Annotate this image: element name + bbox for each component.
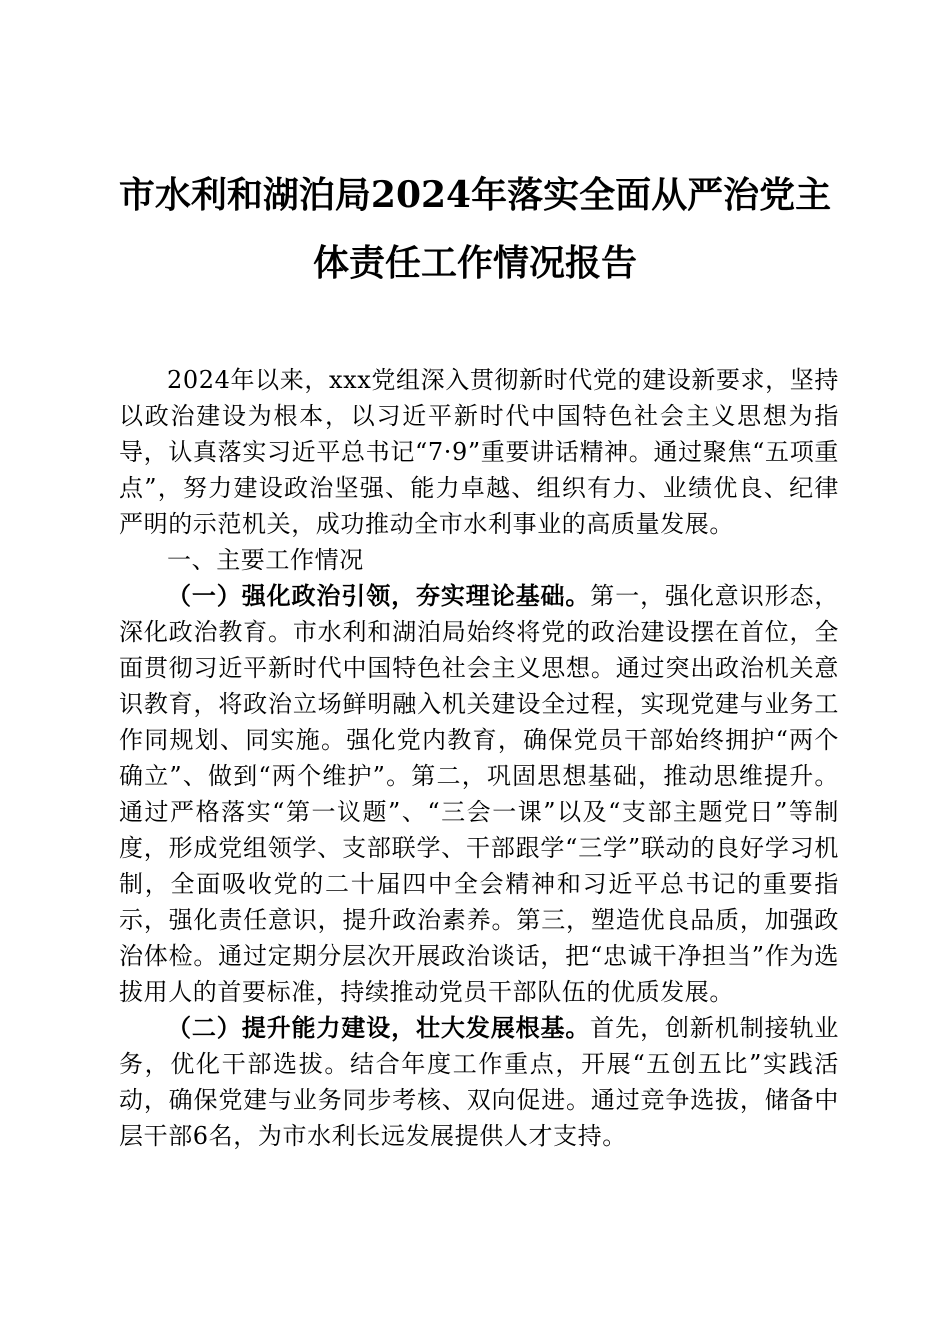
- document-body: [119, 362, 839, 1154]
- item-1-lead: （一）强化政治引领，夯实理论基础。: [167, 581, 591, 610]
- item-2-paragraph: [119, 1010, 839, 1154]
- intro-paragraph: 2024年以来，xxx党组深入贯彻新时代党的建设新要求，坚持以政治建设为根本，以习近平新时代中国特色社会主义思想为指导，认真落实习近平总书记“7·9”重要讲话精神。通过聚焦“五项重点”，努力建设政治坚强、能力卓越、组织有力、业绩优良、纪律严明的示范机关，成功推动全市水利事业的高质量发展。: [119, 366, 839, 538]
- item-2-body: 首先，创新机制接轨业务，优化干部选拔。结合年度工作重点，开展“五创五比”实践活动，确保党建与业务同步考核、双向促进。通过竞争选拔，储备中层干部6名，为市水利长远发展提供人才支持。: [119, 1014, 839, 1150]
- item-2-lead: （二）提升能力建设，壮大发展根基。: [167, 1013, 591, 1042]
- item-1-paragraph: [119, 578, 839, 1010]
- section-heading-main-work: 一、主要工作情况: [167, 546, 364, 574]
- document-title-line-2: 体责任工作情况报告: [312, 242, 637, 284]
- item-1-body: 第一，强化意识形态，深化政治教育。市水利和湖泊局始终将党的政治建设摆在首位，全面贯彻习近平新时代中国特色社会主义思想。通过突出政治机关意识教育，将政治立场鲜明融入机关建设全过程，实现党建与业务工作同规划、同实施。强化党内教育，确保党员干部始终拥护“两个确立”、做到“两个维护”。第二，巩固思想基础，推动思维提升。通过严格落实“第一议题”、“三会一课”以及“支部主题党日”等制度，形成党组领学、支部联学、干部跟学“三学”联动的良好学习机制，全面吸收党的二十届四中全会精神和习近平总书记的重要指示，强化责任意识，提升政治素养。第三，塑造优良品质，加强政治体检。通过定期分层次开展政治谈话，把“忠诚干净担当”作为选拔用人的首要标准，持续推动党员干部队伍的优质发展。: [119, 582, 839, 1006]
- document-title-line-1: 市水利和湖泊局2024年落实全面从严治党主: [118, 174, 832, 216]
